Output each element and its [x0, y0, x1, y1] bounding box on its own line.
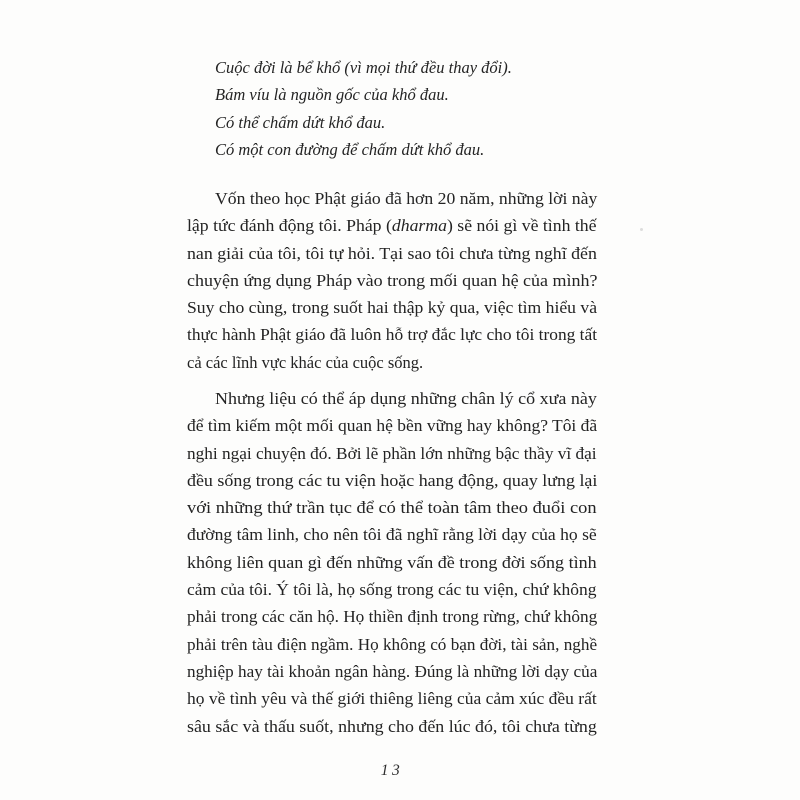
text-line: nghi ngại chuyện đó. Bởi lẽ phần lớn những bậc thầy vĩ đại	[187, 443, 597, 463]
scan-speck-artifact	[640, 228, 643, 231]
quote-line: Cuộc đời là bể khổ (vì mọi thứ đều thay đổi).	[215, 58, 512, 77]
quote-line: Bám víu là nguồn gốc của khổ đau.	[215, 85, 449, 105]
page-number: 13	[380, 762, 404, 779]
text-line: với những thứ trần tục để có thể toàn tâm theo đuổi con	[187, 498, 597, 518]
paragraph	[187, 385, 597, 740]
text-line: thực hành Phật giáo đã luôn hỗ trợ đắc lực cho tôi trong tất	[187, 325, 598, 345]
paragraph	[187, 185, 597, 376]
quote-block	[215, 54, 512, 163]
quote-line: Có một con đường để chấm dứt khổ đau.	[215, 139, 485, 159]
text-line: họ về tình yêu và thế giới thiêng liêng của cảm xúc đều rất	[187, 689, 597, 709]
text-line: nan giải của tôi, tôi tự hỏi. Tại sao tôi chưa từng nghĩ đến	[187, 243, 597, 263]
text-line: phải trong các căn hộ. Họ thiền định trong rừng, chứ không	[187, 607, 598, 627]
text-line: Vốn theo học Phật giáo đã hơn 20 năm, những lời này	[215, 189, 598, 208]
text-line: nghiệp hay tài khoản ngân hàng. Đúng là những lời dạy của	[187, 661, 598, 681]
text-line: lập tức đánh động tôi. Pháp (dharma) sẽ nói gì về tình thế	[187, 216, 597, 236]
text-line: để tìm kiếm một mối quan hệ bền vững hay không? Tôi đã	[187, 416, 598, 436]
quote-line: Có thể chấm dứt khổ đau.	[215, 112, 386, 132]
text-line: cảm của tôi. Ý tôi là, họ sống trong các tu viện, chứ không	[187, 580, 597, 600]
text-line: đều sống trong các tu viện hoặc hang động, quay lưng lại	[187, 470, 598, 490]
text-line: phải trên tàu điện ngầm. Họ không có bạn đời, tài sản, nghề	[187, 634, 598, 654]
text-line: Suy cho cùng, trong suốt hai thập kỷ qua, việc tìm hiểu và	[187, 298, 598, 318]
text-line: cả các lĩnh vực khác của cuộc sống.	[187, 352, 424, 372]
text-line: Nhưng liệu có thể áp dụng những chân lý cổ xưa này	[215, 389, 597, 408]
text-line: chuyện ứng dụng Pháp vào trong mối quan hệ của mình?	[187, 270, 598, 290]
text-line: sâu sắc và thấu suốt, nhưng cho đến lúc đó, tôi chưa từng	[187, 716, 597, 736]
text-line: đường tâm linh, cho nên tôi đã nghĩ rằng lời dạy của họ sẽ	[187, 525, 597, 545]
text-line: không liên quan gì đến những vấn đề trong đời sống tình	[187, 552, 597, 572]
